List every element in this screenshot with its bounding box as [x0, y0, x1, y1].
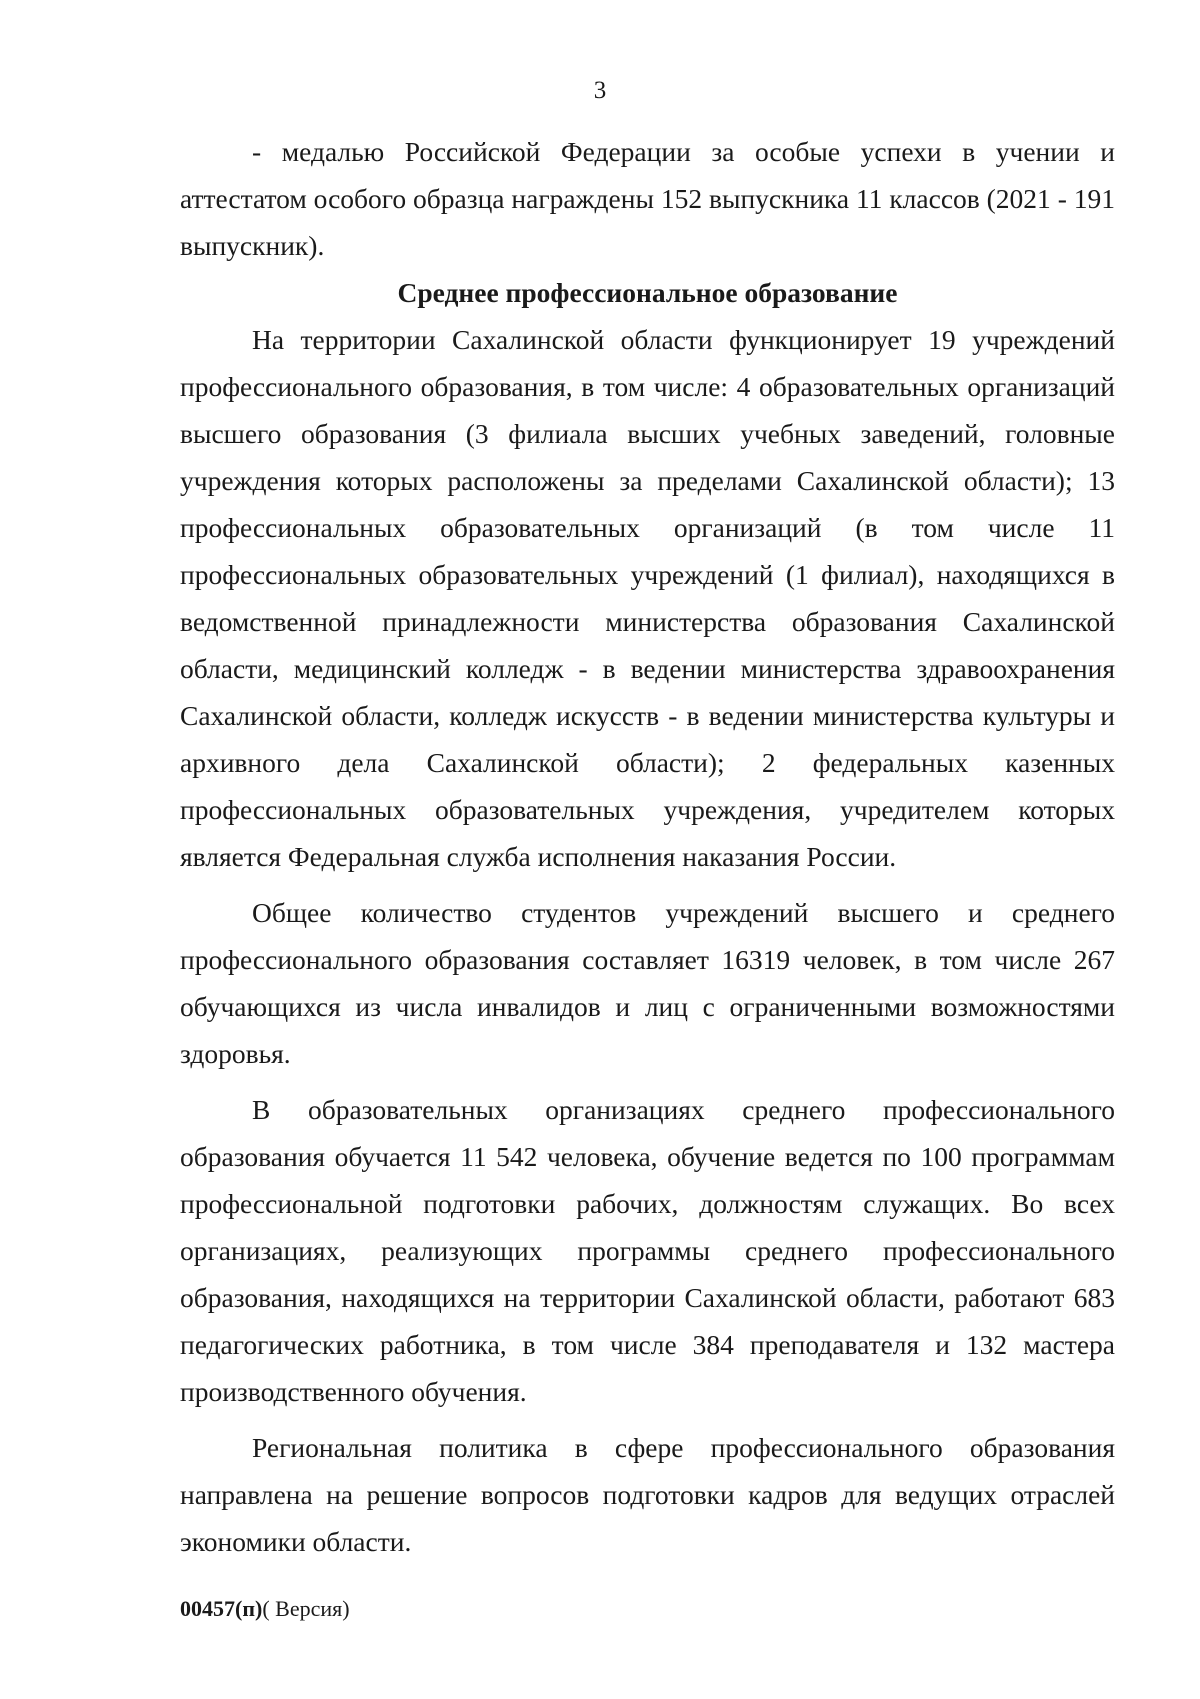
page-number: 3: [593, 77, 607, 104]
document-code: 00457(п): [180, 1596, 263, 1621]
section-heading: Среднее профессиональное образование: [397, 277, 898, 308]
paragraph-regional-policy: Региональная политика в сфере профессионального образования направлена на решение вопросов подготовки кадров для ведущих отраслей экономики области.: [180, 1432, 1115, 1557]
paragraph-spo-organizations: В образовательных организациях среднего профессионального образования обучается 11 542 человека, обучение ведется по 100 программам профессиональной подготовки рабочих, должностям служащих. Во всех организациях, реализующих программы среднего профессионального образования, находящихся на территории Сахалинской области, работают 683 педагогических работника, в том числе 384 преподавателя и 132 мастера производственного обучения.: [180, 1094, 1115, 1407]
document-body: [180, 128, 1115, 1565]
paragraph-medal-graduates: - медалью Российской Федерации за особые успехи в учении и аттестатом особого образца награждены 152 выпускника 11 классов (2021 - 191 выпускник).: [180, 136, 1115, 261]
paragraph-institutions: На территории Сахалинской области функционирует 19 учреждений профессионального образования, в том числе: 4 образовательных организаций высшего образования (3 филиала высших учебных заведений, головные учреждения которых расположены за пределами Сахалинской области); 13 профессиональных образовательных организаций (в том числе 11 профессиональных образовательных учреждений (1 филиал), находящихся в ведомственной принадлежности министерства образования Сахалинской области, медицинский колледж - в ведении министерства здравоохранения Сахалинской области, колледж искусств - в ведении министерства культуры и архивного дела Сахалинской области); 2 федеральных казенных профессиональных образовательных учреждения, учредителем которых является Федеральная служба исполнения наказания России.: [180, 324, 1115, 872]
document-footer: [180, 1595, 350, 1623]
document-version: ( Версия): [262, 1596, 350, 1621]
paragraph-student-count: Общее количество студентов учреждений высшего и среднего профессионального образования составляет 16319 человек, в том числе 267 обучающихся из числа инвалидов и лиц с ограниченными возможностями здоровья.: [180, 897, 1115, 1069]
